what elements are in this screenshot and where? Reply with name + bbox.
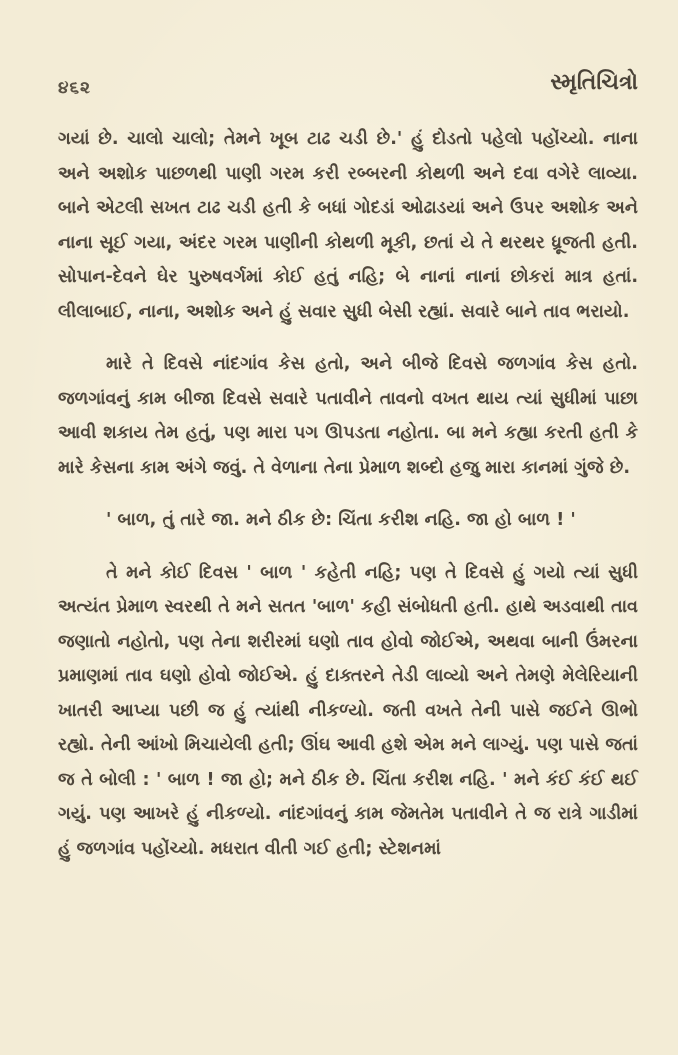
paragraph: ગયાં છે. ચાલો ચાલો; તેમને ખૂબ ટાઢ ચડી છે.' હું દોડતો પહેલો પહોંચ્યો. નાના અને અશોક પાછળથી પાણી ગરમ કરી રબ્બરની કોથળી અને દવા વગેરે લાવ્યા. બાને એટલી સખત ટાઢ ચડી હતી કે બધાં ગોદડાં ઓઢાડયાં અને ઉપર અશોક અને નાના સૂઈ ગયા, અંદર ગરમ પાણીની કોથળી મૂકી, છતાં યે તે થરથર ધ્રૂજતી હતી. સોપાન-દેવને ઘેર પુરુષવર્ગમાં કોઈ હતું નહિ; બે નાનાં નાનાં છોકરાં માત્ર હતાં. લીલાબાઈ, નાના, અશોક અને હું સવાર સુધી બેસી રહ્યાં. સવારે બાને તાવ ભરાયો. xyxy=(58,129,638,322)
page-header xyxy=(58,70,638,122)
paragraph: તે મને કોઈ દિવસ ' બાળ ' કહેતી નહિ; પણ તે દિવસે હું ગયો ત્યાં સુધી અત્યંત પ્રેમાળ સ્વરથી તે મને સતત 'બાળ' કહી સંબોધતી હતી. હાથે અડવાથી તાવ જણાતો નહોતો, પણ તેના શરીરમાં ઘણો તાવ હોવો જોઈએ, અથવા બાની ઉંમરના પ્રમાણમાં તાવ ઘણો હોવો જોઈએ. હું દાક્તરને તેડી લાવ્યો અને તેમણે મેલેરિયાની ખાતરી આપ્યા પછી જ હું ત્યાંથી નીકળ્યો. જતી વખતે તેની પાસે જઈને ઊભો રહ્યો. તેની આંખો મિચાયેલી હતી; ઊંઘ આવી હશે એમ મને લાગ્યું. પણ પાસે જતાં જ તે બોલી : ' બાળ ! જા હો; મને ઠીક છે. ચિંતા કરીશ નહિ. ' મને કંઈ કંઈ થઈ ગયું. પણ આખરે હું નીકળ્યો. નાંદગાંવનું કામ જેમતેમ પતાવીને તે જ રાત્રે ગાડીમાં હું જળગાંવ પહોંચ્યો. મધરાત વીતી ગઈ હતી; સ્ટેશનમાં xyxy=(58,562,638,859)
page-number: ૪૬૨ xyxy=(58,78,92,98)
paragraph-quote: ' બાળ, તું તારે જા. મને ઠીક છે: ચિંતા કરીશ નહિ. જા હો બાળ ! ' xyxy=(106,510,576,530)
paragraph: મારે તે દિવસે નાંદગાંવ કેસ હતો, અને બીજે દિવસે જળગાંવ કેસ હતો. જળગાંવનું કામ બીજા દિવસે સવારે પતાવીને તાવનો વખત થાય ત્યાં સુધીમાં પાછા આવી શકાય તેમ હતું, પણ મારા પગ ઊપડતા નહોતા. બા મને કહ્યા કરતી હતી કે મારે કેસના કામ અંગે જવું. તે વેળાના તેના પ્રેમાળ શબ્દો હજુ મારા કાનમાં ગુંજે છે. xyxy=(58,354,638,478)
running-title: સ્મૃતિચિત્રો xyxy=(550,70,638,95)
body-text xyxy=(58,122,638,866)
